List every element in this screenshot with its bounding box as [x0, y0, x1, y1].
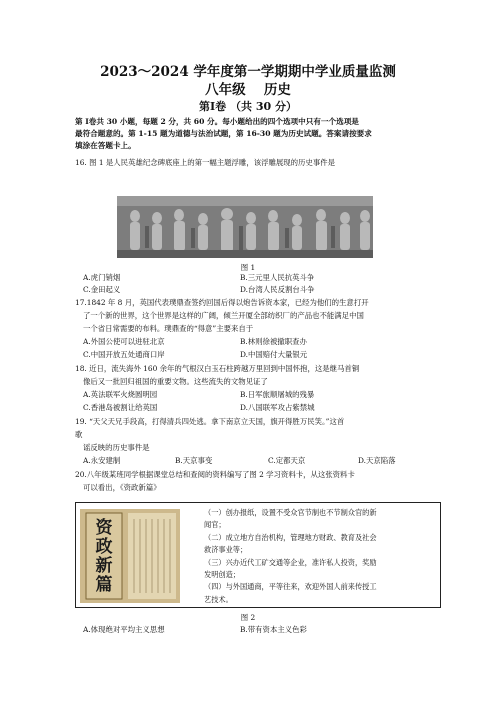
exam-title: 2023～2024 学年度第一学期期中学业质量监测 — [100, 64, 396, 80]
q17-line-1: 17.1842 年 8 月，英国代表璞鼎查签约回国后得以炮告诉资本家，已经为他们的生意打开 — [75, 298, 369, 307]
book-title: 资政新篇 — [95, 518, 113, 595]
q19-line-1: 19. “天父天兄手段高，打得清兵四处逃。拿下南京立天国，旗开得胜万民笑。”这首 — [75, 417, 345, 426]
card-line: 艺技术。 — [204, 594, 233, 604]
q20-line-2: 可以看出，《资政新篇》 — [83, 483, 161, 492]
q18-option-c[interactable]: C.香港岛被割让给英国 — [83, 403, 158, 412]
relief-image — [117, 196, 373, 258]
q19-option-b[interactable]: B.天京事变 — [175, 456, 213, 465]
q19-option-a[interactable]: A.永安建制 — [83, 456, 121, 465]
q17-line-3: 一个省日常需要的布料。璞鼎查的“得意”主要来自于 — [83, 324, 254, 333]
q18-option-d[interactable]: D.八国联军攻占紫禁城 — [240, 403, 315, 412]
book-image — [80, 509, 180, 603]
q18-option-a[interactable]: A.英法联军火烧圆明园 — [83, 390, 158, 399]
card-line: 闻官； — [204, 520, 226, 530]
q19-option-d[interactable]: D.天京陷落 — [358, 456, 396, 465]
card-line: 救济事业等； — [204, 545, 248, 555]
q20-option-a[interactable]: A.体现绝对平均主义思想 — [83, 625, 165, 634]
q16-option-b[interactable]: B.三元里人民抗英斗争 — [240, 273, 315, 282]
q18-line-1: 18. 近日，流失海外 160 余年的气根汉白玉石柱跨越万里回到中国怀抱，这是继马首铜 — [75, 364, 360, 373]
q16-stem: 16. 图 1 是人民英雄纪念碑底座上的第一幅主题浮雕，该浮雕展现的历史事件是 — [75, 158, 336, 167]
card-text — [204, 507, 430, 606]
q19-option-c[interactable]: C.定都天京 — [268, 456, 306, 465]
q18-option-b[interactable]: B.日军旅顺屠城的残暴 — [240, 390, 315, 399]
relief-figures-icon — [117, 196, 373, 258]
grade-subject: 八年级 历史 — [205, 82, 291, 98]
q18-line-2: 像后又一批回归祖国的重要文物。这些流失的文物见证了 — [83, 377, 268, 386]
q20-line-1: 20.八年级某班同学根据课堂总结和查阅的资料编写了图 2 学习资料卡，从这张资料卡 — [75, 470, 355, 479]
q20-figure-caption: 图 2 — [240, 613, 256, 622]
instructions-line-3: 填涂在答题卡上。 — [75, 141, 136, 150]
q17-option-d[interactable]: D.中国赔付大量银元 — [240, 350, 308, 359]
q16-option-d[interactable]: D.台湾人民反割台斗争 — [240, 285, 315, 294]
q17-option-b[interactable]: B.林则徐被撤职查办 — [240, 337, 307, 346]
q16-figure-caption: 图 1 — [240, 263, 256, 272]
instructions-line-2: 最符合题意的。第 1-15 题为道德与法治试题，第 16-30 题为历史试题。答案请按要求 — [75, 129, 372, 138]
card-line: （四）与外国通商，平等往来，欢迎外国人前来传授工 — [204, 582, 377, 592]
q16-option-a[interactable]: A.虎门销烟 — [83, 273, 121, 282]
q16-option-c[interactable]: C.金田起义 — [83, 285, 121, 294]
card-line: （三）兴办近代工矿交通等企业，准许私人投资，奖励 — [204, 557, 377, 567]
q19-line-2: 歌 — [75, 430, 83, 439]
q20-option-b[interactable]: B.带有资本主义色彩 — [240, 625, 307, 634]
card-line: （一）创办报纸，设置不受众官节制也不节制众官的新 — [204, 508, 377, 517]
study-card — [75, 502, 441, 608]
instructions-line-1: 第 Ⅰ卷共 30 小题，每题 2 分，共 60 分。每小题给出的四个选项中只有一个选项是 — [75, 117, 359, 126]
q19-line-3: 谣反映的历史事件是 — [83, 443, 150, 452]
q17-option-a[interactable]: A.外国公使可以进驻北京 — [83, 337, 165, 346]
q17-line-2: 了一个新的世界，这个世界是这样的广阔，倾兰开厦全部纺织厂的产品也不能满足中国 — [83, 311, 364, 320]
q17-option-c[interactable]: C.中国开放五处通商口岸 — [83, 350, 165, 359]
section-title: 第Ⅰ卷 （共 30 分） — [199, 100, 297, 113]
card-line: 发明创造； — [204, 570, 240, 580]
card-line: （二）成立地方自治机构，管理地方财政、教育及社会 — [204, 532, 377, 542]
